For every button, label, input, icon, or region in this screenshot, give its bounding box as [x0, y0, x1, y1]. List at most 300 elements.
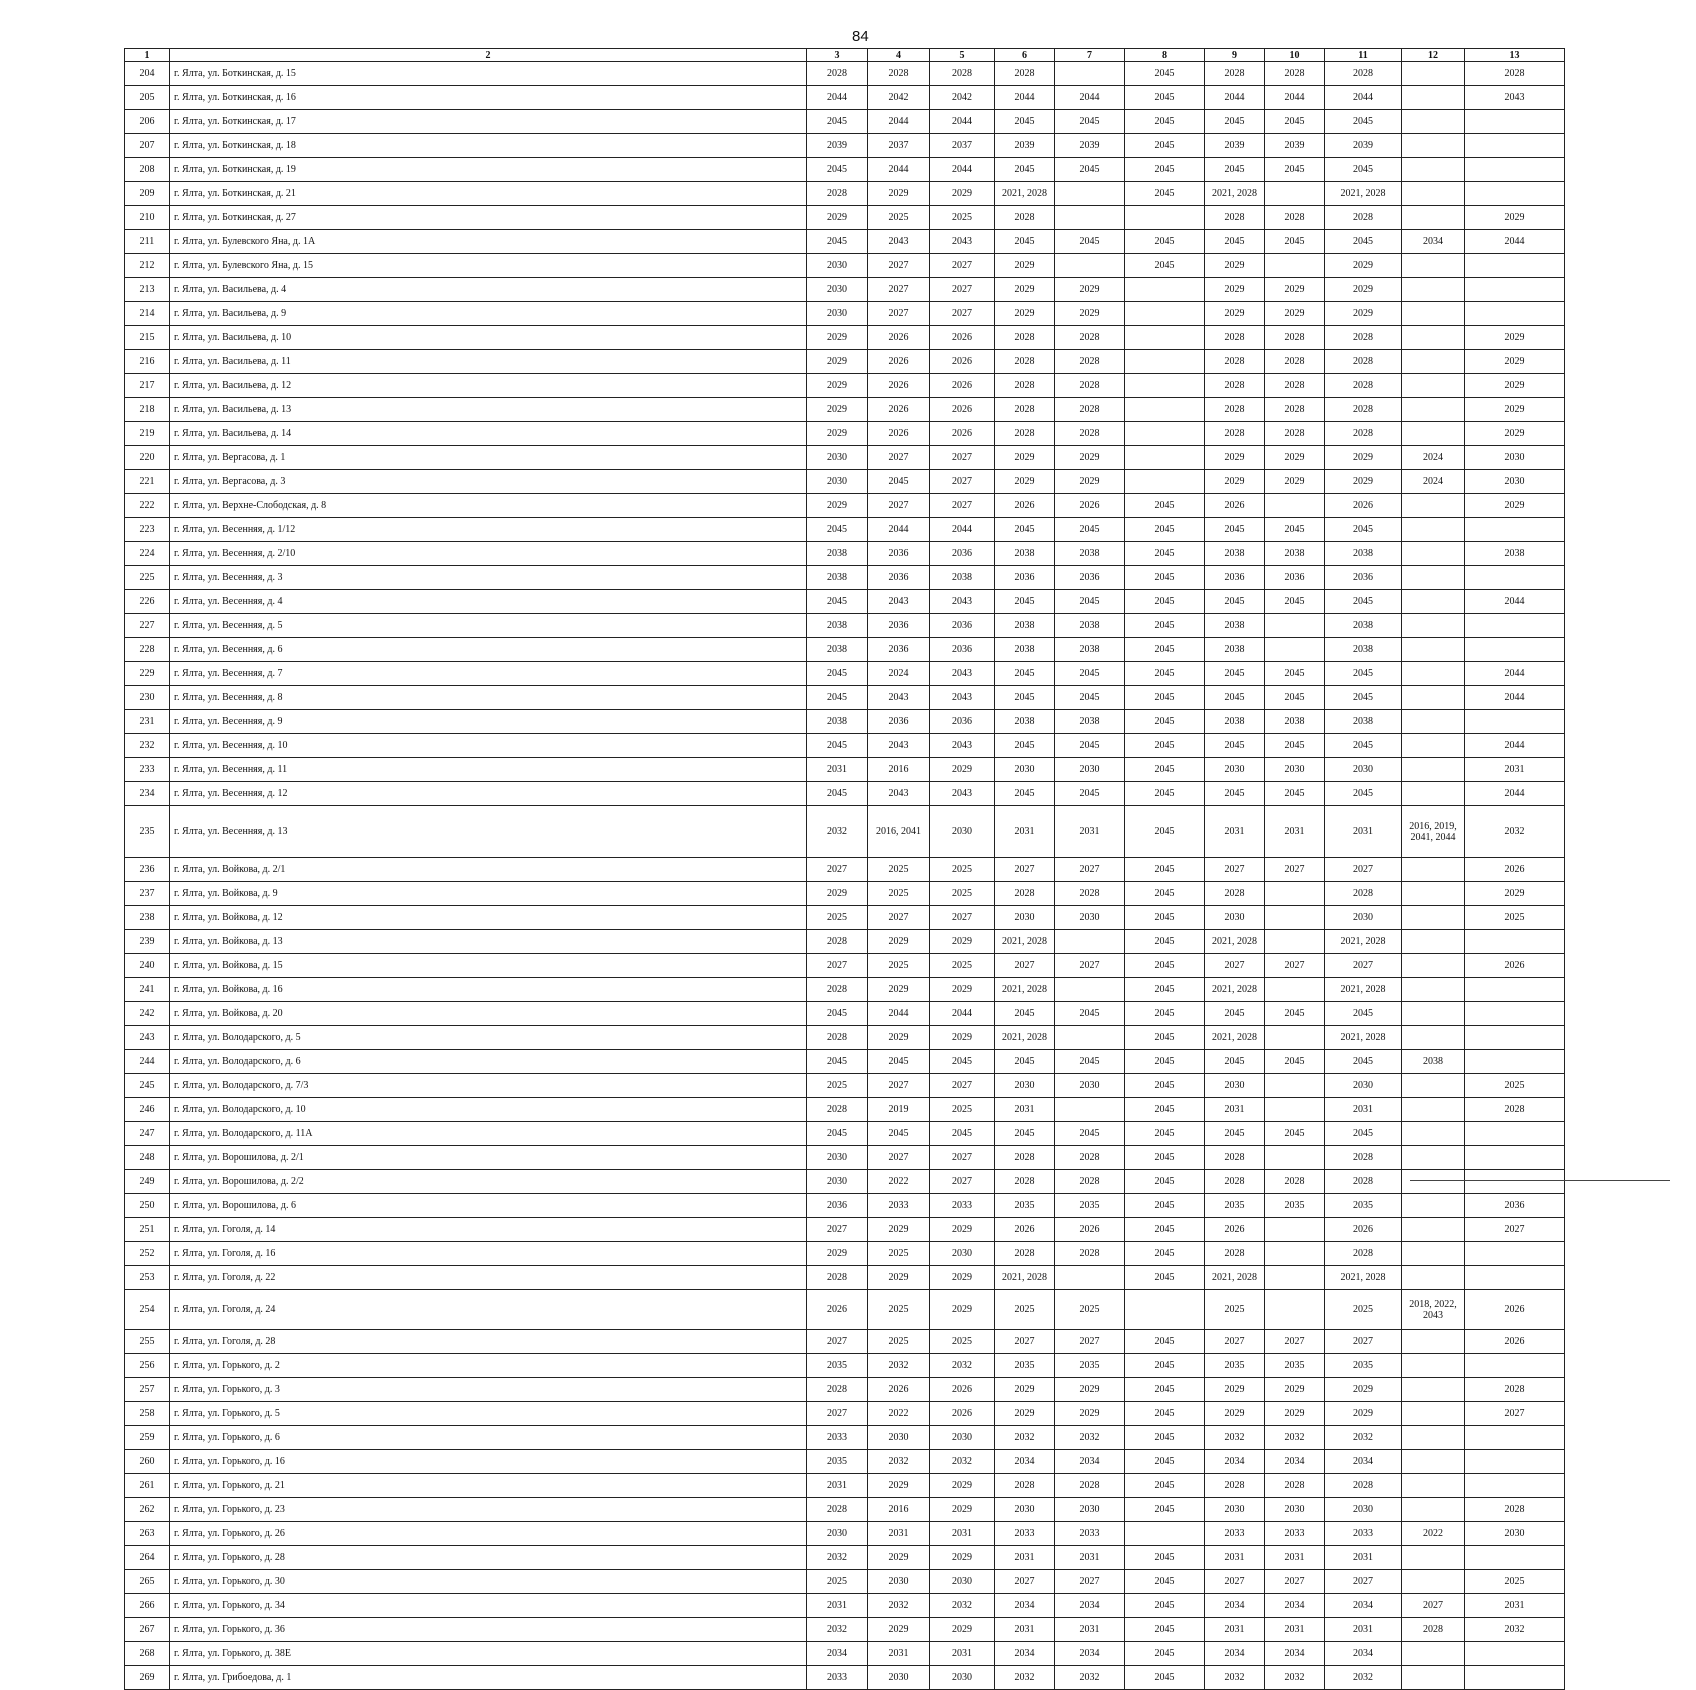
year-cell: 2021, 2028: [995, 978, 1055, 1002]
row-number-cell: 204: [125, 62, 170, 86]
year-cell: [1055, 1026, 1125, 1050]
table-row: [125, 734, 1565, 758]
year-cell: 2032: [1265, 1426, 1325, 1450]
year-cell: [1265, 906, 1325, 930]
year-cell: 2029: [868, 1618, 930, 1642]
year-cell: 2025: [930, 954, 995, 978]
year-cell: [1265, 614, 1325, 638]
year-cell: 2045: [1125, 1146, 1205, 1170]
year-cell: 2028: [995, 1474, 1055, 1498]
table-row: [125, 86, 1565, 110]
year-cell: [1125, 1522, 1205, 1546]
year-cell: [1465, 518, 1565, 542]
year-cell: 2030: [807, 254, 868, 278]
year-cell: 2034: [1265, 1642, 1325, 1666]
year-cell: 2029: [1205, 302, 1265, 326]
year-cell: 2028: [1205, 422, 1265, 446]
row-number-cell: 262: [125, 1498, 170, 1522]
row-number-cell: 265: [125, 1570, 170, 1594]
address-cell: г. Ялта, ул. Васильева, д. 12: [170, 374, 807, 398]
year-cell: 2029: [930, 1266, 995, 1290]
year-cell: 2029: [1265, 470, 1325, 494]
year-cell: 2038: [1205, 638, 1265, 662]
year-cell: 2033: [1325, 1522, 1402, 1546]
address-cell: г. Ялта, ул. Васильева, д. 10: [170, 326, 807, 350]
year-cell: 2032: [807, 806, 868, 858]
table-row: [125, 662, 1565, 686]
address-cell: г. Ялта, ул. Горького, д. 28: [170, 1546, 807, 1570]
header-row: [125, 49, 1565, 62]
year-cell: 2030: [807, 446, 868, 470]
year-cell: 2030: [995, 906, 1055, 930]
year-cell: 2027: [995, 858, 1055, 882]
year-cell: 2045: [1125, 1194, 1205, 1218]
address-cell: г. Ялта, ул. Васильева, д. 4: [170, 278, 807, 302]
year-cell: 2045: [1205, 230, 1265, 254]
year-cell: [1465, 1050, 1565, 1074]
table-row: [125, 1290, 1565, 1330]
row-number-cell: 240: [125, 954, 170, 978]
year-cell: 2029: [930, 758, 995, 782]
year-cell: 2045: [995, 686, 1055, 710]
year-cell: [1402, 1426, 1465, 1450]
table-row: [125, 206, 1565, 230]
row-number-cell: 263: [125, 1522, 170, 1546]
year-cell: 2029: [868, 1218, 930, 1242]
year-cell: 2045: [1265, 734, 1325, 758]
year-cell: 2028: [868, 62, 930, 86]
row-number-cell: 251: [125, 1218, 170, 1242]
table-row: [125, 1594, 1565, 1618]
year-cell: 2044: [930, 158, 995, 182]
year-cell: 2028: [1465, 62, 1565, 86]
year-cell: 2045: [1125, 1474, 1205, 1498]
year-cell: 2026: [930, 422, 995, 446]
year-cell: 2034: [1205, 1642, 1265, 1666]
year-cell: [1265, 978, 1325, 1002]
column-header: 8: [1125, 49, 1205, 62]
year-cell: [1402, 954, 1465, 978]
year-cell: 2025: [1055, 1290, 1125, 1330]
year-cell: 2028: [1205, 882, 1265, 906]
table-body: [125, 62, 1565, 1690]
year-cell: 2026: [1465, 1290, 1565, 1330]
table-row: [125, 1402, 1565, 1426]
table-row: [125, 158, 1565, 182]
year-cell: 2029: [807, 206, 868, 230]
year-cell: 2032: [1325, 1666, 1402, 1690]
year-cell: 2045: [995, 518, 1055, 542]
year-cell: 2038: [1265, 710, 1325, 734]
address-cell: г. Ялта, ул. Вергасова, д. 1: [170, 446, 807, 470]
year-cell: 2045: [995, 1122, 1055, 1146]
year-cell: 2027: [1465, 1402, 1565, 1426]
year-cell: 2030: [1325, 1498, 1402, 1522]
year-cell: 2039: [807, 134, 868, 158]
year-cell: 2045: [1125, 566, 1205, 590]
year-cell: 2029: [995, 446, 1055, 470]
row-number-cell: 229: [125, 662, 170, 686]
year-cell: 2025: [1465, 1570, 1565, 1594]
year-cell: 2028: [807, 930, 868, 954]
year-cell: 2036: [868, 710, 930, 734]
year-cell: 2027: [930, 254, 995, 278]
year-cell: 2028: [807, 1378, 868, 1402]
year-cell: 2045: [1055, 1050, 1125, 1074]
year-cell: 2038: [807, 710, 868, 734]
year-cell: 2030: [1205, 1074, 1265, 1098]
year-cell: 2031: [868, 1522, 930, 1546]
year-cell: 2032: [868, 1354, 930, 1378]
table-row: [125, 614, 1565, 638]
year-cell: 2028: [1325, 206, 1402, 230]
year-cell: 2045: [1125, 1218, 1205, 1242]
year-cell: 2029: [995, 1402, 1055, 1426]
year-cell: [1055, 206, 1125, 230]
year-cell: 2030: [995, 758, 1055, 782]
year-cell: 2043: [868, 230, 930, 254]
year-cell: 2016: [868, 1498, 930, 1522]
year-cell: [1402, 1642, 1465, 1666]
year-cell: 2037: [930, 134, 995, 158]
table-row: [125, 470, 1565, 494]
year-cell: 2045: [1125, 110, 1205, 134]
year-cell: [1125, 398, 1205, 422]
year-cell: 2029: [1055, 1402, 1125, 1426]
year-cell: 2034: [995, 1450, 1055, 1474]
year-cell: 2045: [1125, 1426, 1205, 1450]
year-cell: 2031: [995, 806, 1055, 858]
year-cell: 2021, 2028: [1205, 930, 1265, 954]
year-cell: 2029: [1055, 1378, 1125, 1402]
year-cell: [1465, 930, 1565, 954]
year-cell: 2029: [1465, 374, 1565, 398]
year-cell: 2032: [1055, 1666, 1125, 1690]
year-cell: 2026: [868, 374, 930, 398]
table-row: [125, 542, 1565, 566]
year-cell: 2026: [1205, 494, 1265, 518]
year-cell: 2031: [930, 1642, 995, 1666]
year-cell: 2031: [1465, 1594, 1565, 1618]
housing-schedule-table: [124, 48, 1565, 1690]
row-number-cell: 220: [125, 446, 170, 470]
row-number-cell: 238: [125, 906, 170, 930]
year-cell: 2034: [1055, 1450, 1125, 1474]
year-cell: 2034: [1055, 1594, 1125, 1618]
year-cell: 2045: [1205, 518, 1265, 542]
year-cell: 2030: [807, 470, 868, 494]
address-cell: г. Ялта, ул. Горького, д. 36: [170, 1618, 807, 1642]
year-cell: 2045: [1125, 1570, 1205, 1594]
year-cell: 2045: [1265, 590, 1325, 614]
year-cell: 2028: [1205, 374, 1265, 398]
year-cell: 2038: [1325, 542, 1402, 566]
address-cell: г. Ялта, ул. Грибоедова, д. 1: [170, 1666, 807, 1690]
year-cell: 2045: [807, 1122, 868, 1146]
year-cell: 2027: [1265, 1330, 1325, 1354]
year-cell: 2021, 2028: [995, 1266, 1055, 1290]
year-cell: 2030: [1055, 1074, 1125, 1098]
table-row: [125, 1266, 1565, 1290]
year-cell: 2045: [807, 782, 868, 806]
row-number-cell: 217: [125, 374, 170, 398]
year-cell: 2029: [868, 1266, 930, 1290]
table-header: [125, 49, 1565, 62]
year-cell: 2038: [1055, 614, 1125, 638]
year-cell: 2027: [807, 1218, 868, 1242]
year-cell: [1402, 1002, 1465, 1026]
year-cell: 2045: [1205, 110, 1265, 134]
year-cell: 2029: [1265, 1378, 1325, 1402]
year-cell: 2029: [1265, 278, 1325, 302]
year-cell: 2044: [1465, 590, 1565, 614]
year-cell: [1055, 1266, 1125, 1290]
year-cell: 2042: [930, 86, 995, 110]
year-cell: 2025: [930, 858, 995, 882]
year-cell: 2029: [1265, 1402, 1325, 1426]
year-cell: 2025: [995, 1290, 1055, 1330]
year-cell: 2045: [1125, 1354, 1205, 1378]
address-cell: г. Ялта, ул. Горького, д. 38Е: [170, 1642, 807, 1666]
year-cell: 2025: [807, 906, 868, 930]
address-cell: г. Ялта, ул. Гоголя, д. 16: [170, 1242, 807, 1266]
year-cell: 2045: [1125, 1002, 1205, 1026]
row-number-cell: 210: [125, 206, 170, 230]
address-cell: г. Ялта, ул. Васильева, д. 14: [170, 422, 807, 446]
row-number-cell: 225: [125, 566, 170, 590]
row-number-cell: 205: [125, 86, 170, 110]
year-cell: 2036: [995, 566, 1055, 590]
row-number-cell: 264: [125, 1546, 170, 1570]
row-number-cell: 245: [125, 1074, 170, 1098]
table-row: [125, 350, 1565, 374]
row-number-cell: 254: [125, 1290, 170, 1330]
year-cell: 2035: [1205, 1194, 1265, 1218]
year-cell: 2027: [1265, 1570, 1325, 1594]
year-cell: 2026: [868, 326, 930, 350]
year-cell: 2028: [930, 62, 995, 86]
table-row: [125, 1546, 1565, 1570]
address-cell: г. Ялта, ул. Горького, д. 34: [170, 1594, 807, 1618]
year-cell: [1265, 1290, 1325, 1330]
year-cell: 2045: [1055, 782, 1125, 806]
year-cell: [1402, 278, 1465, 302]
address-cell: г. Ялта, ул. Боткинская, д. 21: [170, 182, 807, 206]
year-cell: 2028: [1465, 1498, 1565, 1522]
address-cell: г. Ялта, ул. Горького, д. 6: [170, 1426, 807, 1450]
year-cell: 2025: [868, 1290, 930, 1330]
year-cell: [1465, 1450, 1565, 1474]
year-cell: 2033: [807, 1426, 868, 1450]
year-cell: 2045: [868, 1050, 930, 1074]
year-cell: 2045: [1125, 978, 1205, 1002]
row-number-cell: 244: [125, 1050, 170, 1074]
year-cell: [1402, 1378, 1465, 1402]
year-cell: 2036: [1465, 1194, 1565, 1218]
year-cell: [1402, 1666, 1465, 1690]
year-cell: 2035: [1265, 1194, 1325, 1218]
year-cell: 2031: [995, 1098, 1055, 1122]
year-cell: [1402, 110, 1465, 134]
year-cell: 2028: [995, 374, 1055, 398]
year-cell: [1402, 614, 1465, 638]
table-row: [125, 1330, 1565, 1354]
year-cell: 2030: [868, 1570, 930, 1594]
address-cell: г. Ялта, ул. Весенняя, д. 5: [170, 614, 807, 638]
year-cell: 2036: [930, 710, 995, 734]
year-cell: 2029: [1325, 302, 1402, 326]
address-cell: г. Ялта, ул. Володарского, д. 11А: [170, 1122, 807, 1146]
row-number-cell: 249: [125, 1170, 170, 1194]
year-cell: 2033: [1055, 1522, 1125, 1546]
year-cell: 2028: [1325, 350, 1402, 374]
year-cell: 2045: [807, 1050, 868, 1074]
year-cell: 2027: [868, 446, 930, 470]
year-cell: 2028: [1325, 422, 1402, 446]
year-cell: 2028: [1205, 1474, 1265, 1498]
year-cell: 2029: [1465, 422, 1565, 446]
year-cell: 2045: [1205, 686, 1265, 710]
year-cell: 2027: [930, 1074, 995, 1098]
year-cell: 2028: [1265, 350, 1325, 374]
year-cell: [1265, 1074, 1325, 1098]
year-cell: 2039: [1055, 134, 1125, 158]
year-cell: 2032: [930, 1450, 995, 1474]
year-cell: [1402, 978, 1465, 1002]
address-cell: г. Ялта, ул. Войкова, д. 12: [170, 906, 807, 930]
year-cell: 2045: [1125, 906, 1205, 930]
year-cell: 2039: [1265, 134, 1325, 158]
year-cell: 2030: [1465, 470, 1565, 494]
year-cell: 2024: [1402, 446, 1465, 470]
table-row: [125, 446, 1565, 470]
year-cell: [1465, 1122, 1565, 1146]
year-cell: [1402, 1194, 1465, 1218]
year-cell: 2026: [930, 1402, 995, 1426]
table-row: [125, 230, 1565, 254]
year-cell: 2029: [1325, 446, 1402, 470]
address-cell: г. Ялта, ул. Весенняя, д. 11: [170, 758, 807, 782]
address-cell: г. Ялта, ул. Войкова, д. 2/1: [170, 858, 807, 882]
row-number-cell: 267: [125, 1618, 170, 1642]
year-cell: 2026: [868, 398, 930, 422]
year-cell: [1125, 278, 1205, 302]
year-cell: 2045: [1265, 686, 1325, 710]
year-cell: [1265, 1266, 1325, 1290]
year-cell: 2028: [1055, 1170, 1125, 1194]
year-cell: [1402, 398, 1465, 422]
year-cell: 2027: [868, 254, 930, 278]
year-cell: 2032: [1265, 1666, 1325, 1690]
year-cell: 2025: [930, 882, 995, 906]
year-cell: 2027: [930, 494, 995, 518]
year-cell: 2034: [1265, 1594, 1325, 1618]
year-cell: 2045: [1125, 1330, 1205, 1354]
year-cell: 2036: [930, 542, 995, 566]
year-cell: 2036: [868, 542, 930, 566]
year-cell: 2027: [930, 1146, 995, 1170]
year-cell: 2030: [930, 1242, 995, 1266]
footer-rule: [1410, 1180, 1670, 1181]
year-cell: 2030: [1055, 1498, 1125, 1522]
year-cell: 2031: [1205, 1098, 1265, 1122]
row-number-cell: 230: [125, 686, 170, 710]
year-cell: 2031: [1265, 1546, 1325, 1570]
year-cell: 2028: [1205, 1242, 1265, 1266]
year-cell: 2044: [868, 1002, 930, 1026]
year-cell: 2038: [1325, 710, 1402, 734]
year-cell: 2038: [807, 638, 868, 662]
year-cell: 2028: [1055, 882, 1125, 906]
year-cell: [1402, 518, 1465, 542]
year-cell: 2026: [930, 350, 995, 374]
year-cell: 2045: [1125, 86, 1205, 110]
year-cell: 2027: [930, 446, 995, 470]
year-cell: 2043: [930, 590, 995, 614]
year-cell: 2034: [1325, 1642, 1402, 1666]
year-cell: 2045: [807, 110, 868, 134]
year-cell: 2030: [1265, 1498, 1325, 1522]
year-cell: 2026: [1325, 494, 1402, 518]
table-row: [125, 954, 1565, 978]
year-cell: 2025: [930, 1098, 995, 1122]
year-cell: [1402, 254, 1465, 278]
table-row: [125, 566, 1565, 590]
year-cell: 2045: [1055, 662, 1125, 686]
table-row: [125, 326, 1565, 350]
year-cell: 2045: [995, 110, 1055, 134]
row-number-cell: 252: [125, 1242, 170, 1266]
year-cell: 2026: [1055, 1218, 1125, 1242]
year-cell: 2029: [995, 302, 1055, 326]
address-cell: г. Ялта, ул. Васильева, д. 9: [170, 302, 807, 326]
year-cell: 2027: [995, 954, 1055, 978]
year-cell: 2026: [995, 494, 1055, 518]
year-cell: 2029: [1325, 470, 1402, 494]
year-cell: 2035: [995, 1354, 1055, 1378]
column-header: 6: [995, 49, 1055, 62]
year-cell: 2026: [868, 422, 930, 446]
year-cell: [1402, 906, 1465, 930]
year-cell: 2032: [995, 1426, 1055, 1450]
year-cell: 2045: [1205, 662, 1265, 686]
year-cell: 2045: [1125, 882, 1205, 906]
row-number-cell: 259: [125, 1426, 170, 1450]
table-row: [125, 182, 1565, 206]
year-cell: 2027: [868, 1074, 930, 1098]
year-cell: 2035: [1205, 1354, 1265, 1378]
address-cell: г. Ялта, ул. Горького, д. 23: [170, 1498, 807, 1522]
table-row: [125, 1002, 1565, 1026]
year-cell: 2029: [1205, 254, 1265, 278]
year-cell: 2045: [1325, 590, 1402, 614]
year-cell: 2034: [1265, 1450, 1325, 1474]
year-cell: 2028: [1055, 398, 1125, 422]
row-number-cell: 226: [125, 590, 170, 614]
year-cell: 2035: [1055, 1354, 1125, 1378]
year-cell: 2029: [1465, 494, 1565, 518]
year-cell: [1402, 638, 1465, 662]
row-number-cell: 236: [125, 858, 170, 882]
year-cell: 2045: [1325, 1002, 1402, 1026]
year-cell: 2024: [868, 662, 930, 686]
year-cell: 2027: [1205, 954, 1265, 978]
year-cell: 2029: [995, 278, 1055, 302]
year-cell: 2030: [1465, 1522, 1565, 1546]
year-cell: [1465, 614, 1565, 638]
year-cell: 2031: [1055, 806, 1125, 858]
year-cell: 2016, 2041: [868, 806, 930, 858]
